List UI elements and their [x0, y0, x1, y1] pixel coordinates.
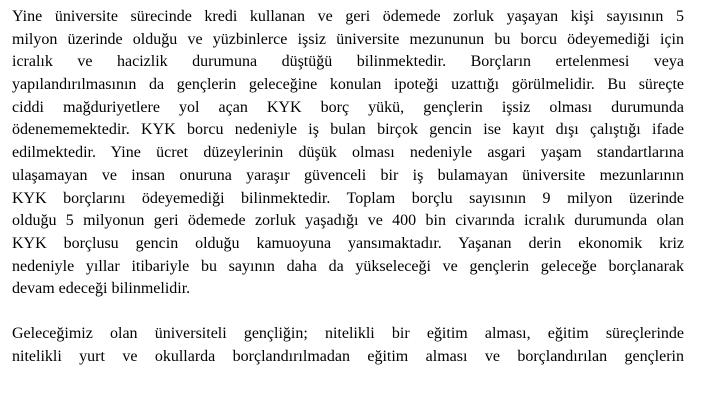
text-line: icralık ve hacizlik durumuna düştüğü bilinmektedir. Borçların ertelenmesi veya — [12, 53, 684, 71]
text-line: nedeniyle yıllar itibariyle bu sayının daha da yükseleceği ve gençlerin geleceğe borçlanarak — [12, 257, 684, 275]
text-line: yapılandırılmasının da gençlerin geleceğine konulan ipoteği uzattığı görülmelidir. Bu süreçte — [12, 76, 684, 94]
text-line: milyon üzerinde olduğu ve yüzbinlerce işsiz üniversite mezununun bu borcu ödeyemediği için — [12, 30, 684, 48]
text-line: Geleceğimiz olan üniversiteli gençliğin; nitelikli bir eğitim alması, eğitim süreçlerinde — [12, 325, 684, 343]
text-line: devam edeceği bilinmelidir. — [12, 280, 191, 298]
text-line: nitelikli yurt ve okullarda borçlandırılmadan eğitim alması ve borçlandırılan gençlerin — [12, 348, 684, 366]
text-line: Yine üniversite sürecinde kredi kullanan ve geri ödemede zorluk yaşayan kişi sayısının 5 — [12, 8, 684, 25]
text-line: ulaşamayan ve insan onuruna yaraşır güvenceli bir iş bulamayan üniversite mezunlarının — [12, 166, 684, 184]
document-body — [12, 6, 684, 369]
paragraph-kyk-debt — [12, 6, 684, 301]
text-line: olduğu 5 milyonun geri ödemede zorluk yaşadığı ve 400 bin civarında icralık durumunda olan — [12, 212, 684, 230]
text-line: KYK borçlusu gencin olduğu kamuoyuna yansımaktadır. Yaşanan derin ekonomik kriz — [12, 234, 684, 252]
text-line: KYK borçlarını ödeyemediği bilinmektedir. Toplam borçlu sayısının 9 milyon üzerinde — [12, 189, 684, 207]
text-line: ciddi mağduriyetlere yol açan KYK borç yükü, gençlerin işsiz olması durumunda — [12, 98, 684, 116]
text-line: ödenememektedir. KYK borcu nedeniyle iş bulan birçok gencin ise kayıt dışı çalıştığı ifade — [12, 121, 684, 139]
text-line: edilmektedir. Yine ücret düzeylerinin düşük olması nedeniyle asgari yaşam standartlarına — [12, 144, 684, 162]
paragraph-spacer — [12, 301, 684, 324]
paragraph-university-youth — [12, 323, 684, 368]
